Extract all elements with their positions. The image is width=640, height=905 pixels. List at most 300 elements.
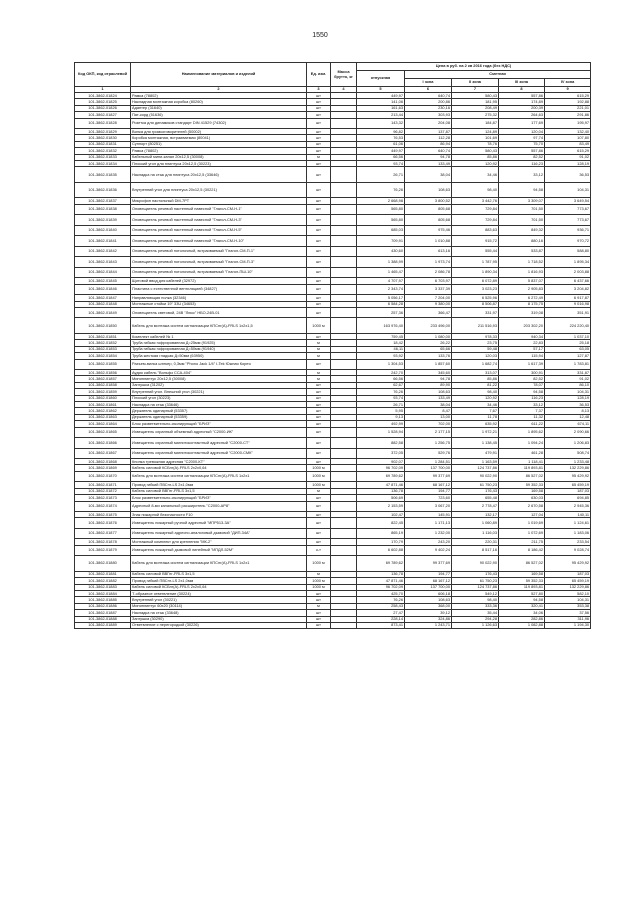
- cell-zone-3-price: 880,16: [499, 236, 545, 247]
- cell-name: Кабель для монтажа систем сигнализации КПСнг(А)-FRLS 1х2х1: [131, 556, 307, 572]
- cell-zone-4-price: 221,01: [545, 105, 591, 111]
- table-row: [75, 215, 591, 226]
- cell-zone-2-price: 120,03: [452, 353, 499, 359]
- cell-release-price: 26,71: [357, 167, 405, 183]
- cell-release-price: 372,05: [357, 448, 405, 459]
- cell-unit: шт: [307, 616, 331, 622]
- cell-unit: шт: [307, 518, 331, 529]
- cell-zone-2-price: 98,40: [452, 389, 499, 395]
- table-row: [75, 448, 591, 459]
- cell-unit: шт: [307, 112, 331, 118]
- cell-zone-4-price: 36,53: [545, 167, 591, 183]
- cell-zone-1-price: 137 700,00: [405, 465, 452, 471]
- cell-unit: шт: [307, 539, 331, 545]
- cell-zone-1-price: 38,04: [405, 401, 452, 407]
- cell-zone-1-price: 1 010,88: [405, 236, 452, 247]
- cell-zone-4-price: 508,74: [545, 448, 591, 459]
- cell-zone-1-price: 200,86: [405, 99, 452, 105]
- cell-code: 101-3862-01831: [75, 141, 131, 147]
- cell-unit: шт: [307, 395, 331, 401]
- cell-zone-2-price: 176,43: [452, 571, 499, 577]
- cell-code: 101-3862-01844: [75, 267, 131, 278]
- cell-release-price: 759,45: [357, 333, 405, 339]
- cell-zone-1-price: 108,63: [405, 389, 452, 395]
- cell-zone-4-price: 1 194,30: [545, 622, 591, 628]
- cell-zone-4-price: 1 124,61: [545, 518, 591, 529]
- cell-release-price: 96 702,09: [357, 584, 405, 590]
- cell-zone-3-price: 8 175,75: [499, 301, 545, 307]
- cell-zone-3-price: 1 118,41: [499, 459, 545, 465]
- cell-unit: м: [307, 376, 331, 382]
- cell-zone-2-price: 1 126,63: [452, 622, 499, 628]
- cell-unit: м: [307, 340, 331, 346]
- cell-zone-4-price: 128,19: [545, 395, 591, 401]
- cell-zone-2-price: 275,32: [452, 112, 499, 118]
- cell-name: Кабельный мини-канал 20х12,5 (30008): [131, 154, 307, 160]
- header-zone-3: III зона: [499, 79, 545, 87]
- cell-release-price: 4 707,97: [357, 278, 405, 284]
- cell-zone-4-price: 331,87: [545, 370, 591, 376]
- cell-zone-3-price: 200,39: [499, 105, 545, 111]
- cell-unit: 1000 м: [307, 318, 331, 334]
- cell-code: 101-3862-01838: [75, 204, 131, 215]
- cell-release-price: 69 789,62: [357, 471, 405, 482]
- cell-zone-4-price: 1 895,34: [545, 257, 591, 268]
- cell-zone-4-price: 128,19: [545, 161, 591, 167]
- cell-name: Оповещатель речевой потолочный, встраиваемый "Глагол-СМ-П-3": [131, 257, 307, 268]
- cell-name: Т-образное ответвление (30224): [131, 590, 307, 596]
- cell-zone-2-price: 11,78: [452, 414, 499, 420]
- cell-code: 101-3862-01865: [75, 427, 131, 438]
- cell-zone-1-price: 233 496,00: [405, 318, 452, 334]
- cell-mass: [331, 246, 357, 257]
- cell-name: Адресный 8-ми канальный расширитель "С2000-АР8": [131, 501, 307, 512]
- cell-zone-2-price: 580,43: [452, 93, 499, 99]
- cell-name: Знак пожарной безопасности F10: [131, 512, 307, 518]
- cell-release-price: 5,95: [357, 408, 405, 414]
- cell-name: Кабель силовой ВВГнг-FRLS 3х1,5: [131, 488, 307, 494]
- cell-zone-3-price: 264,63: [499, 112, 545, 118]
- cell-zone-3-price: 3 309,07: [499, 198, 545, 204]
- cell-release-price: 882,58: [357, 438, 405, 449]
- cell-unit: к-т: [307, 545, 331, 556]
- cell-release-price: 242,70: [357, 370, 405, 376]
- cell-zone-4-price: 1 037,10: [545, 333, 591, 339]
- cell-unit: шт: [307, 448, 331, 459]
- cell-name: Оповещатель речевой потолочный, встраиваемый "Глагол-ПШ-10": [131, 267, 307, 278]
- cell-code: 101-3862-01845: [75, 278, 131, 284]
- cell-zone-3-price: 211,75: [499, 539, 545, 545]
- cell-zone-2-price: 1 060,89: [452, 518, 499, 529]
- cell-mass: [331, 438, 357, 449]
- cell-release-price: 449,97: [357, 148, 405, 154]
- cell-zone-4-price: 104,31: [545, 597, 591, 603]
- table-row: [75, 622, 591, 628]
- cell-zone-4-price: 936,71: [545, 225, 591, 236]
- cell-zone-2-price: 81,22: [452, 382, 499, 388]
- cell-mass: [331, 284, 357, 295]
- cell-zone-4-price: 12,48: [545, 414, 591, 420]
- cell-zone-2-price: 8 506,87: [452, 301, 499, 307]
- cell-release-price: 425,70: [357, 590, 405, 596]
- cell-zone-1-price: 89,90: [405, 382, 452, 388]
- cell-unit: шт: [307, 528, 331, 539]
- cell-release-price: 93,74: [357, 161, 405, 167]
- header-zone-2: II зона: [452, 79, 499, 87]
- cell-unit: шт: [307, 246, 331, 257]
- cell-zone-4-price: 104,31: [545, 389, 591, 395]
- cell-zone-2-price: 124 737,86: [452, 465, 499, 471]
- table-header: [75, 63, 591, 93]
- cell-mass: [331, 359, 357, 370]
- cell-name: Кабель силовой КСБнг(А)-FRLS 2х2х0,64: [131, 584, 307, 590]
- cell-release-price: 6 602,88: [357, 545, 405, 556]
- cell-unit: м: [307, 154, 331, 160]
- cell-zone-4-price: 970,72: [545, 236, 591, 247]
- cell-release-price: 6 584,28: [357, 301, 405, 307]
- table-row: [75, 438, 591, 449]
- cell-name: Кабель для монтажа систем сигнализации КПСнг(А)-FRLS 1х2х1,5: [131, 318, 307, 334]
- cell-code: 101-3862-01851: [75, 333, 131, 339]
- table-row: [75, 204, 591, 215]
- cell-release-price: 93,74: [357, 395, 405, 401]
- cell-zone-4-price: 1 183,06: [545, 528, 591, 539]
- cell-unit: шт: [307, 148, 331, 154]
- cell-zone-3-price: 320,41: [499, 603, 545, 609]
- cell-code: 101-3862-01875: [75, 512, 131, 518]
- cell-zone-4-price: 224 220,40: [545, 318, 591, 334]
- cell-name: Аудио кабель "Вольфз CCA-404": [131, 370, 307, 376]
- cell-code: 101-3862-01843: [75, 257, 131, 268]
- cell-zone-3-price: 701,50: [499, 215, 545, 226]
- cell-zone-2-price: 8 517,16: [452, 545, 499, 556]
- cell-mass: [331, 518, 357, 529]
- cell-zone-1-price: 243,20: [405, 539, 452, 545]
- cell-release-price: 66,56: [357, 376, 405, 382]
- cell-zone-2-price: 1 163,59: [452, 459, 499, 465]
- cell-name: Суппорт (80251): [131, 141, 307, 147]
- cell-zone-1-price: 68 167,12: [405, 482, 452, 488]
- cell-mass: [331, 215, 357, 226]
- cell-unit: м: [307, 346, 331, 352]
- cell-name: Держатель одинарный (53359): [131, 414, 307, 420]
- cell-zone-3-price: 115,94: [499, 353, 545, 359]
- cell-code: 101-3862-01872: [75, 488, 131, 494]
- cell-name: Коробка монтажная, встраиваемая (80041): [131, 135, 307, 141]
- cell-zone-3-price: 557,86: [499, 93, 545, 99]
- cell-code: 101-3862-01852: [75, 340, 131, 346]
- table-row: [75, 284, 591, 295]
- cell-zone-1-price: 133,49: [405, 395, 452, 401]
- cell-zone-3-price: 97,74: [499, 135, 545, 141]
- cell-name: Извещатель пожарный адресно-аналоговый дымовой "ДИП-34А": [131, 528, 307, 539]
- cell-code: 101-3862-01832: [75, 148, 131, 154]
- cell-zone-2-price: 2 778,47: [452, 501, 499, 512]
- cell-release-price: 565,80: [357, 204, 405, 215]
- cell-zone-1-price: 613,16: [405, 246, 452, 257]
- cell-zone-4-price: 187,03: [545, 488, 591, 494]
- cell-zone-4-price: 37,56: [545, 610, 591, 616]
- cell-zone-1-price: 86,94: [405, 141, 452, 147]
- cell-unit: шт: [307, 161, 331, 167]
- cell-zone-1-price: 137,87: [405, 129, 452, 135]
- cell-release-price: 258,43: [357, 603, 405, 609]
- cell-zone-1-price: 65,66: [405, 346, 452, 352]
- cell-zone-1-price: 8,47: [405, 408, 452, 414]
- cell-release-price: 709,91: [357, 236, 405, 247]
- cell-unit: шт: [307, 401, 331, 407]
- cell-zone-4-price: 351,91: [545, 307, 591, 318]
- cell-zone-4-price: 25,18: [545, 340, 591, 346]
- cell-code: 101-3862-01839: [75, 215, 131, 226]
- cell-name: Накладка на стык для плинтуса 20х12,5 (33646): [131, 167, 307, 183]
- cell-zone-1-price: 702,00: [405, 421, 452, 427]
- cell-code: 101-3862-01842: [75, 246, 131, 257]
- cell-zone-2-price: 85,86: [452, 376, 499, 382]
- cell-zone-2-price: 184,87: [452, 118, 499, 129]
- cell-zone-2-price: 120,92: [452, 395, 499, 401]
- cell-zone-3-price: 57,17: [499, 346, 545, 352]
- cell-code: 101-3862-01848: [75, 301, 131, 307]
- cell-release-price: 430,60: [357, 246, 405, 257]
- cell-zone-1-price: 3 067,20: [405, 501, 452, 512]
- column-number: 5: [357, 87, 405, 93]
- column-number: 6: [405, 87, 452, 93]
- cell-zone-1-price: 2 177,15: [405, 427, 452, 438]
- cell-zone-1-price: 3 337,39: [405, 284, 452, 295]
- cell-zone-4-price: 65 459,19: [545, 482, 591, 488]
- cell-zone-3-price: 1 617,39: [499, 359, 545, 370]
- cell-code: 101-3862-01826: [75, 105, 131, 111]
- cell-zone-2-price: 1 972,21: [452, 427, 499, 438]
- cell-name: Провод гибкий ПВСнг-LS 2х1,0мм: [131, 482, 307, 488]
- cell-zone-1-price: 1 243,71: [405, 622, 452, 628]
- header-mass: Масса брутто, кг: [331, 63, 357, 87]
- cell-zone-1-price: 194,77: [405, 488, 452, 494]
- cell-name: Миниплинтус 20х12,5 (30008): [131, 376, 307, 382]
- cell-zone-3-price: 611,22: [499, 421, 545, 427]
- column-number: 9: [545, 87, 591, 93]
- cell-zone-2-price: 6 525,96: [452, 295, 499, 301]
- cell-name: Блок разветвительно-изолирующий "БРИЗ": [131, 495, 307, 501]
- cell-unit: м: [307, 603, 331, 609]
- cell-release-price: 449,97: [357, 93, 405, 99]
- cell-name: Щитовой ввод для кабелей (32972): [131, 278, 307, 284]
- cell-zone-4-price: 195,97: [545, 118, 591, 129]
- cell-zone-3-price: 630,03: [499, 495, 545, 501]
- cell-zone-2-price: 1 138,45: [452, 438, 499, 449]
- cell-release-price: 161,63: [357, 105, 405, 111]
- cell-unit: 1000 м: [307, 578, 331, 584]
- cell-release-price: 492,99: [357, 421, 405, 427]
- cell-code: 101-3862-01825: [75, 99, 131, 105]
- cell-zone-2-price: 635,92: [452, 421, 499, 427]
- cell-release-price: 1 465,47: [357, 267, 405, 278]
- cell-zone-2-price: 479,91: [452, 448, 499, 459]
- cell-release-price: 76,26: [357, 389, 405, 395]
- cell-code: 101-3862-01837: [75, 198, 131, 204]
- cell-name: Блок разветвительно-изолирующий "БРИЗ": [131, 421, 307, 427]
- cell-release-price: 141,06: [357, 99, 405, 105]
- cell-unit: шт: [307, 512, 331, 518]
- cell-code: 101-3862-01828: [75, 118, 131, 129]
- cell-code: 101-3862-01824: [75, 93, 131, 99]
- cell-zone-1-price: 194,77: [405, 571, 452, 577]
- cell-zone-4-price: 9 028,74: [545, 545, 591, 556]
- cell-zone-4-price: 91,02: [545, 154, 591, 160]
- cell-zone-2-price: 59,48: [452, 346, 499, 352]
- cell-zone-4-price: 3 204,82: [545, 284, 591, 295]
- cell-zone-3-price: 940,34: [499, 333, 545, 339]
- cell-mass: [331, 204, 357, 215]
- table-row: [75, 267, 591, 278]
- cell-code: 101-3862-01861: [75, 401, 131, 407]
- cell-release-price: 2 153,59: [357, 501, 405, 512]
- cell-unit: м: [307, 488, 331, 494]
- cell-code: 101-3862-01879: [75, 545, 131, 556]
- cell-mass: [331, 318, 357, 334]
- cell-name: Извещатель охранный магнитоконтактный адресный "С2000-СМК": [131, 448, 307, 459]
- cell-zone-1-price: 230,16: [405, 105, 452, 111]
- price-table: [74, 62, 591, 629]
- cell-zone-3-price: 1 895,62: [499, 427, 545, 438]
- cell-unit: шт: [307, 438, 331, 449]
- cell-zone-2-price: 1 682,74: [452, 359, 499, 370]
- cell-code: 101-3862-01849: [75, 307, 131, 318]
- table-row: [75, 118, 591, 129]
- cell-code: 101-3862-01877: [75, 528, 131, 539]
- table-row: [75, 167, 591, 183]
- cell-release-price: 163 976,40: [357, 318, 405, 334]
- cell-unit: шт: [307, 495, 331, 501]
- cell-zone-3-price: 34,06: [499, 610, 545, 616]
- cell-zone-1-price: 38,04: [405, 167, 452, 183]
- cell-unit: шт: [307, 597, 331, 603]
- cell-zone-2-price: 98,40: [452, 597, 499, 603]
- cell-unit: шт: [307, 236, 331, 247]
- cell-zone-2-price: 655,48: [452, 495, 499, 501]
- cell-release-price: 213,44: [357, 112, 405, 118]
- cell-release-price: 96,82: [357, 129, 405, 135]
- cell-zone-3-price: 2 905,83: [499, 284, 545, 295]
- cell-release-price: 170,79: [357, 539, 405, 545]
- cell-zone-3-price: 557,86: [499, 148, 545, 154]
- cell-name: Оповещатель речевой настенный навесной "Глагол-СМ-Н-5": [131, 225, 307, 236]
- cell-zone-3-price: 169,58: [499, 488, 545, 494]
- cell-zone-4-price: 233,54: [545, 539, 591, 545]
- cell-zone-4-price: 107,80: [545, 135, 591, 141]
- cell-code: 101-3862-01874: [75, 501, 131, 512]
- cell-code: 101-3862-01858: [75, 382, 131, 388]
- cell-code: 101-3862-01888: [75, 616, 131, 622]
- cell-release-price: 69 789,62: [357, 556, 405, 572]
- cell-zone-1-price: 2 086,78: [405, 267, 452, 278]
- cell-zone-4-price: 36,53: [545, 401, 591, 407]
- cell-zone-3-price: 1 816,93: [499, 267, 545, 278]
- cell-zone-2-price: 120,92: [452, 161, 499, 167]
- cell-code: 101-3862-01862: [75, 408, 131, 414]
- cell-unit: шт: [307, 93, 331, 99]
- cell-zone-3-price: 119 893,81: [499, 584, 545, 590]
- cell-zone-3-price: 94,58: [499, 389, 545, 395]
- cell-zone-4-price: 83,49: [545, 141, 591, 147]
- cell-unit: шт: [307, 427, 331, 438]
- cell-zone-2-price: 331,97: [452, 307, 499, 318]
- cell-mass: [331, 167, 357, 183]
- table-row: [75, 257, 591, 268]
- cell-unit: 1000 м: [307, 556, 331, 572]
- cell-name: Направляющая полка (32346): [131, 295, 307, 301]
- cell-code: 101-3862-01863: [75, 414, 131, 420]
- cell-zone-1-price: 99 377,69: [405, 471, 452, 482]
- cell-code: 101-3862-01876: [75, 518, 131, 529]
- cell-mass: [331, 448, 357, 459]
- cell-zone-3-price: 533,87: [499, 246, 545, 257]
- cell-zone-1-price: 204,08: [405, 118, 452, 129]
- cell-code: 101-3862-01827: [75, 112, 131, 118]
- cell-name: Труба гибкая гофрированная Д=25мм (91925): [131, 340, 307, 346]
- cell-zone-1-price: 1 973,74: [405, 257, 452, 268]
- cell-zone-3-price: 282,86: [499, 616, 545, 622]
- cell-release-price: 865,19: [357, 528, 405, 539]
- cell-name: Плоский угол для плинтуса 20х12,5 (30223): [131, 161, 307, 167]
- cell-release-price: 76,53: [357, 135, 405, 141]
- cell-zone-3-price: 33,12: [499, 167, 545, 183]
- header-name: Наименование материалов и изделий: [131, 63, 307, 87]
- cell-zone-4-price: 65 459,19: [545, 578, 591, 584]
- cell-zone-3-price: 82,52: [499, 376, 545, 382]
- cell-code: 101-3862-01869: [75, 465, 131, 471]
- cell-zone-1-price: 26,22: [405, 340, 452, 346]
- table-row: [75, 246, 591, 257]
- cell-release-price: 66,56: [357, 154, 405, 160]
- cell-mass: [331, 257, 357, 268]
- cell-zone-3-price: 94,58: [499, 597, 545, 603]
- cell-zone-1-price: 99 377,69: [405, 556, 452, 572]
- cell-unit: шт: [307, 421, 331, 427]
- cell-zone-2-price: 61 750,23: [452, 482, 499, 488]
- cell-release-price: 2 668,98: [357, 198, 405, 204]
- cell-unit: м: [307, 370, 331, 376]
- cell-zone-4-price: 132 229,86: [545, 465, 591, 471]
- cell-zone-4-price: 674,11: [545, 421, 591, 427]
- cell-zone-1-price: 94,78: [405, 376, 452, 382]
- cell-name: Накладная монтажная коробка (80260): [131, 99, 307, 105]
- cell-unit: шт: [307, 359, 331, 370]
- cell-zone-1-price: 7 204,00: [405, 295, 452, 301]
- cell-release-price: 228,14: [357, 616, 405, 622]
- cell-code: 101-3862-01840: [75, 225, 131, 236]
- cell-zone-4-price: 582,10: [545, 590, 591, 596]
- cell-zone-3-price: 849,32: [499, 225, 545, 236]
- cell-zone-1-price: 133,49: [405, 161, 452, 167]
- cell-zone-1-price: 1 256,75: [405, 438, 452, 449]
- cell-mass: [331, 528, 357, 539]
- cell-zone-1-price: 108,63: [405, 597, 452, 603]
- cell-zone-3-price: 127,04: [499, 512, 545, 518]
- cell-zone-3-price: 116,23: [499, 161, 545, 167]
- cell-name: Провод гибкий ПВСнг-LS 2х1,0мм: [131, 578, 307, 584]
- cell-name: Вилка для громкоговорителей (50002): [131, 129, 307, 135]
- cell-zone-1-price: 368,00: [405, 603, 452, 609]
- cell-zone-3-price: 75,70: [499, 141, 545, 147]
- cell-unit: шт: [307, 333, 331, 339]
- cell-zone-4-price: 2 090,66: [545, 427, 591, 438]
- cell-release-price: 93,92: [357, 353, 405, 359]
- cell-unit: шт: [307, 167, 331, 183]
- cell-unit: шт: [307, 301, 331, 307]
- cell-unit: шт: [307, 99, 331, 105]
